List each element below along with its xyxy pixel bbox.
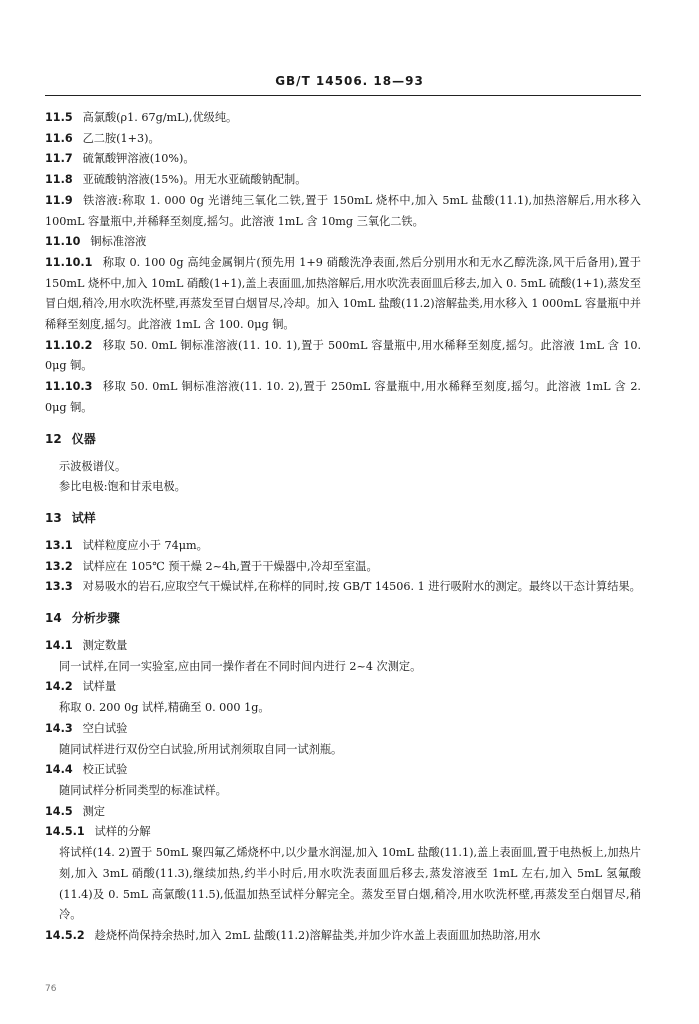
item-13-1: 13.1 试样粒度应小于 74μm。 bbox=[45, 538, 208, 552]
paragraph-text: 将试样(14. 2)置于 50mL 聚四氟乙烯烧杯中,以少量水润湿,加入 10mL 盐酸(11.1),盖上表面皿,置于电热板上,加热片刻,加入 3mL 硝酸(11.3),继续加热,约半小时后,用水吹洗表面皿后移去,蒸发溶液至 1mL 左右,加入 5mL 氢氟酸(11.4)及 0. 5mL 高氯酸(11.5),低温加热至试样分解完全。蒸发至冒白烟,稍冷,用水吹洗杯壁,再蒸发至白烟冒尽,稍冷。 bbox=[59, 846, 641, 922]
section-heading-14: 14 分析步骤 bbox=[45, 611, 120, 626]
item-13-3: 13.3 对易吸水的岩石,应取空气干燥试样,在称样的同时,按 GB/T 14506. 1 进行吸附水的测定。最终以干态计算结果。 bbox=[45, 580, 641, 594]
section-heading-13: 13 试样 bbox=[45, 510, 96, 525]
item-11-7: 11.7 硫氰酸钾溶液(10%)。 bbox=[45, 152, 195, 166]
item-11-9: 11.9 铁溶液:称取 1. 000 0g 光谱纯三氧化二铁,置于 150mL 烧杯中,加入 5mL 盐酸(11.1),加热溶解后,用水移入 100mL 容量瓶中,并稀释至刻度,摇匀。此溶液 1mL 含 10mg 三氧化二铁。 bbox=[45, 193, 641, 228]
item-14-5-1: 14.5.1 试样的分解 bbox=[45, 825, 151, 839]
paragraph-text: 同一试样,在同一实验室,应由同一操作者在不同时间内进行 2~4 次测定。 bbox=[59, 659, 422, 673]
item-11-6: 11.6 乙二胺(1+3)。 bbox=[45, 131, 160, 145]
item-11-8: 11.8 亚硫酸钠溶液(15%)。用无水亚硫酸钠配制。 bbox=[45, 173, 307, 187]
item-11-10: 11.10 铜标准溶液 bbox=[45, 235, 147, 249]
item-11-10-3: 11.10.3 移取 50. 0mL 铜标准溶液(11. 10. 2),置于 250mL 容量瓶中,用水稀释至刻度,摇匀。此溶液 1mL 含 2. 0μg 铜。 bbox=[45, 380, 641, 414]
item-14-5-2: 14.5.2 趁烧杯尚保持余热时,加入 2mL 盐酸(11.2)溶解盐类,并加少许水盖上表面皿加热助溶,用水 bbox=[45, 928, 541, 942]
paragraph-text: 称取 0. 200 0g 试样,精确至 0. 000 1g。 bbox=[59, 701, 270, 715]
item-14-3: 14.3 空白试验 bbox=[45, 721, 128, 735]
section-heading-12: 12 仪器 bbox=[45, 431, 96, 446]
item-14-2: 14.2 试样量 bbox=[45, 680, 117, 694]
item-14-1: 14.1 测定数量 bbox=[45, 639, 128, 653]
item-11-5: 11.5 高氯酸(ρ1. 67g/mL),优级纯。 bbox=[45, 111, 238, 124]
item-14-4: 14.4 校正试验 bbox=[45, 763, 128, 777]
page-header: GB/T 14506. 18—93 bbox=[275, 74, 424, 88]
paragraph-text: 随同试样进行双份空白试验,所用试剂须取自同一试剂瓶。 bbox=[59, 742, 343, 756]
item-14-5: 14.5 测定 bbox=[45, 804, 105, 818]
item-11-10-1: 11.10.1 称取 0. 100 0g 高纯金属铜片(预先用 1+9 硝酸洗净表面,然后分别用水和无水乙醇洗涤,风干后备用),置于 150mL 烧杯中,加入 10mL 硝酸(1+1),盖上表面皿,加热溶解后,用水吹洗表面皿后移去,加入 0. 5mL 硫酸(1+1),蒸发至冒白烟,稍冷,用水吹洗杯壁,再蒸发至冒白烟冒尽,冷却。加入 10mL 盐酸(11.2)溶解盐类,用水移入 1 000mL 容量瓶中并稀释至刻度,摇匀。此溶液 1mL 含 100. 0μg 铜。 bbox=[45, 255, 641, 332]
page-number: 76 bbox=[45, 984, 57, 994]
instrument-item: 参比电极:饱和甘汞电极。 bbox=[59, 480, 186, 494]
header-rule bbox=[45, 95, 641, 96]
instrument-item: 示波极谱仪。 bbox=[59, 459, 127, 473]
paragraph-text: 随同试样分析同类型的标准试样。 bbox=[59, 783, 227, 797]
item-13-2: 13.2 试样应在 105℃ 预干燥 2~4h,置于干燥器中,冷却至室温。 bbox=[45, 559, 378, 573]
item-11-10-2: 11.10.2 移取 50. 0mL 铜标准溶液(11. 10. 1),置于 500mL 容量瓶中,用水稀释至刻度,摇匀。此溶液 1mL 含 10. 0μg 铜。 bbox=[45, 338, 641, 373]
body-content bbox=[45, 108, 641, 947]
